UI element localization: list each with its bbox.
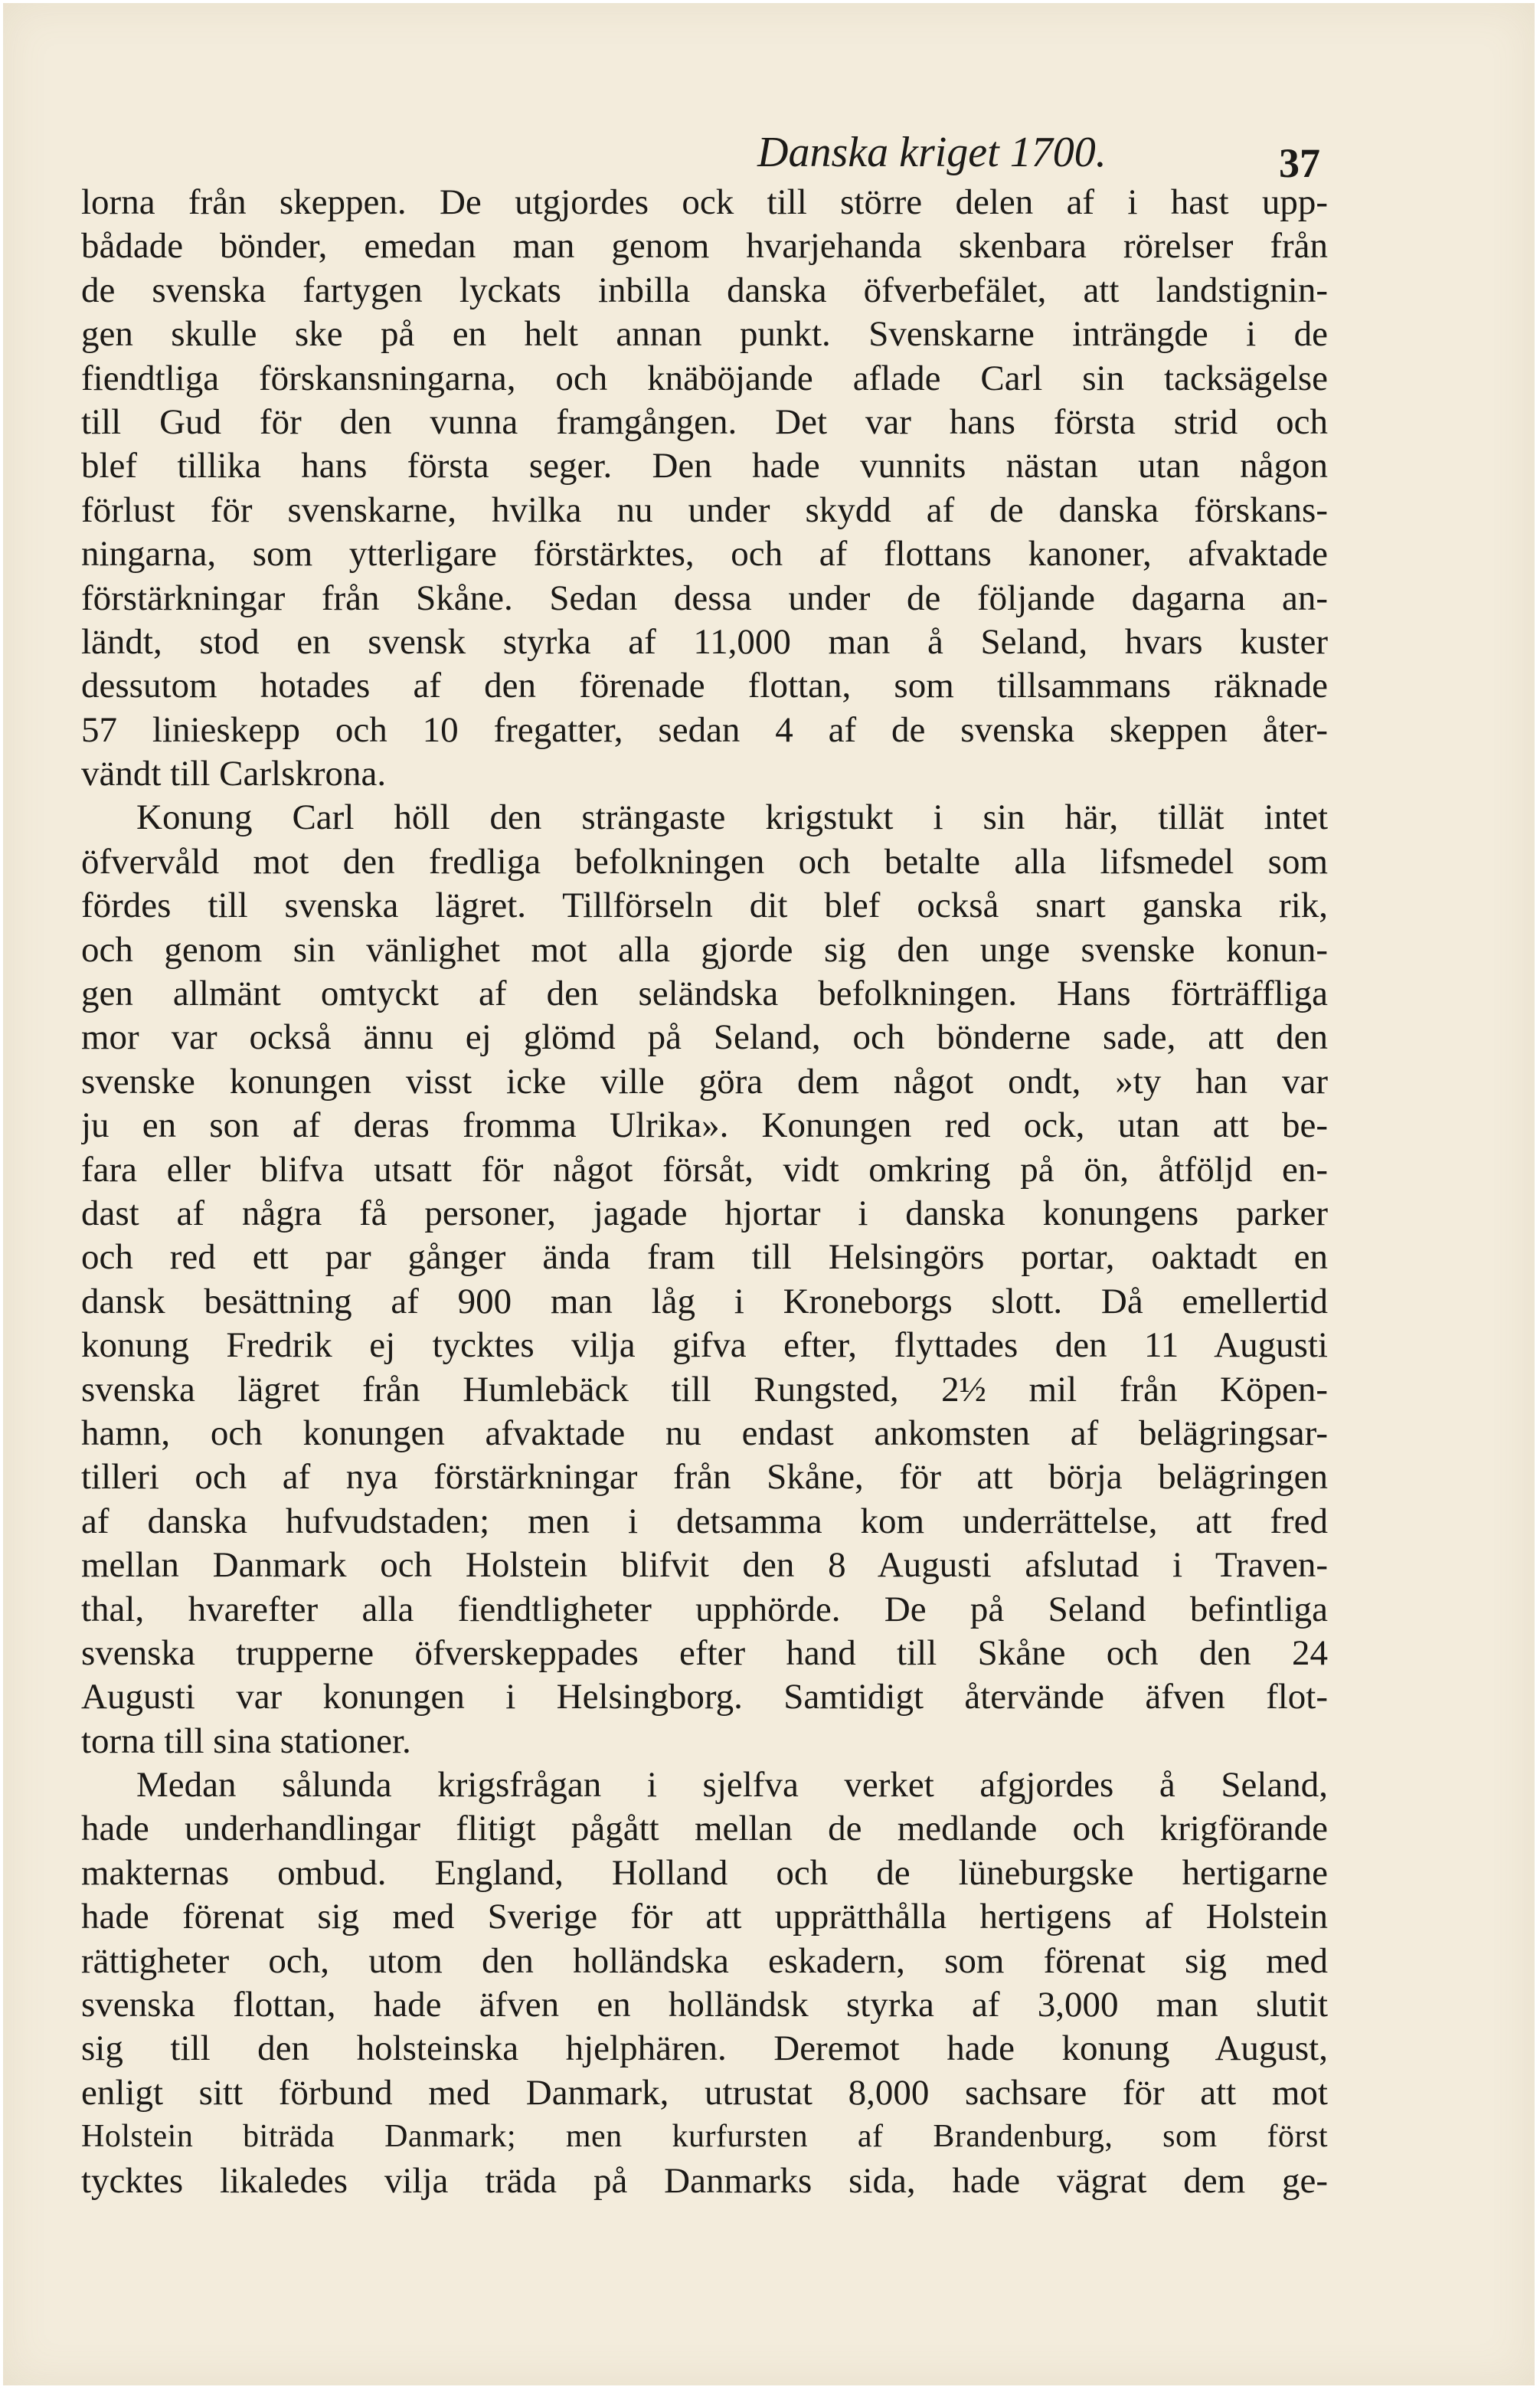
text-line: enligt sitt förbund med Danmark, utrustat 8,000 sachsare för att mot: [81, 2072, 1328, 2113]
text-line: ju en son af deras fromma Ulrika». Konungen red ock, utan att be-: [81, 1105, 1328, 1146]
text-line: svenska flottan, hade äfven en holländsk styrka af 3,000 man slutit: [81, 1985, 1328, 2025]
text-line: af danska hufvudstaden; men i detsamma kom underrättelse, att fred: [81, 1501, 1328, 1541]
text-line: blef tillika hans första seger. Den hade vunnits nästan utan någon: [81, 446, 1328, 486]
text-line: konung Fredrik ej tycktes vilja gifva efter, flyttades den 11 Augusti: [81, 1325, 1328, 1366]
text-line: vändt till Carlskrona.: [81, 754, 387, 794]
text-line: förstärkningar från Skåne. Sedan dessa under de följande dagarna an-: [81, 578, 1328, 618]
text-line: 57 linieskepp och 10 fregatter, sedan 4 af de svenska skeppen åter-: [81, 709, 1328, 750]
text-line: till Gud för den vunna framgången. Det var hans första strid och: [81, 401, 1328, 442]
text-line: hade underhandlingar flitigt pågått mellan de medlande och krigförande: [81, 1809, 1328, 1849]
text-line: dessutom hotades af den förenade flottan, som tillsammans räknade: [81, 666, 1328, 706]
text-line: mor var också ännu ej glömd på Seland, och bönderne sade, att den: [81, 1017, 1328, 1058]
text-line: mellan Danmark och Holstein blifvit den 8 Augusti afslutad i Traven-: [81, 1545, 1328, 1586]
text-line: Holstein biträda Danmark; men kurfursten af Brandenburg, som först: [81, 2119, 1328, 2155]
text-line: och genom sin vänlighet mot alla gjorde sig den unge svenske konun-: [81, 929, 1328, 970]
text-line: hamn, och konungen afvaktade nu endast ankomsten af belägringsar-: [81, 1413, 1328, 1453]
text-line: hade förenat sig med Sverige för att upprätthålla hertigens af Holstein: [81, 1897, 1328, 1937]
text-line: thal, hvarefter alla fiendtligheter upphörde. De på Seland befintliga: [81, 1589, 1328, 1629]
text-line: tilleri och af nya förstärkningar från Skåne, för att börja belägringen: [81, 1457, 1328, 1498]
text-line: fiendtliga förskansningarna, och knäböjande aflade Carl sin tacksägelse: [81, 358, 1328, 398]
text-line: sig till den holsteinska hjelphären. Deremot hade konung August,: [81, 2028, 1328, 2069]
text-line: ländt, stod en svensk styrka af 11,000 man å Seland, hvars kuster: [81, 621, 1328, 662]
text-line: Konung Carl höll den strängaste krigstukt i sin här, tillät intet: [136, 797, 1328, 838]
page-number: 37: [1279, 140, 1320, 186]
text-line: de svenska fartygen lyckats inbilla danska öfverbefälet, att landstignin-: [81, 270, 1328, 310]
text-line: svenska lägret från Humlebäck till Rungsted, 2½ mil från Köpen-: [81, 1369, 1328, 1409]
running-header: [3, 118, 1535, 187]
text-line: Medan sålunda krigsfrågan i sjelfva verket afgjordes å Seland,: [136, 1765, 1328, 1806]
text-line: svenske konungen visst icke ville göra dem något ondt, »ty han var: [81, 1061, 1328, 1102]
text-line: gen allmänt omtyckt af den seländska befolkningen. Hans förträffliga: [81, 974, 1328, 1014]
text-line: Augusti var konungen i Helsingborg. Samtidigt återvände äfven flot-: [81, 1677, 1328, 1717]
text-line: ningarna, som ytterligare förstärktes, och af flottans kanoner, afvaktade: [81, 534, 1328, 575]
book-page: [3, 3, 1535, 2385]
text-line: fara eller blifva utsatt för något försåt, vidt omkring på ön, åtföljd en-: [81, 1149, 1328, 1190]
body-text: [81, 181, 1328, 2295]
text-line: dast af några få personer, jagade hjortar i danska konungens parker: [81, 1193, 1328, 1233]
text-line: tycktes likaledes vilja träda på Danmarks sida, hade vägrat dem ge-: [81, 2160, 1328, 2201]
text-line: och red ett par gånger ända fram till Helsingörs portar, oaktadt en: [81, 1237, 1328, 1278]
running-title: Danska kriget 1700.: [757, 129, 1107, 176]
text-line: förlust för svenskarne, hvilka nu under skydd af de danska förskans-: [81, 489, 1328, 530]
text-line: lorna från skeppen. De utgjordes ock till större delen af i hast upp-: [81, 182, 1328, 222]
text-line: dansk besättning af 900 man låg i Kroneborgs slott. Då emellertid: [81, 1281, 1328, 1321]
text-line: svenska trupperne öfverskeppades efter hand till Skåne och den 24: [81, 1632, 1328, 1673]
text-line: öfvervåld mot den fredliga befolkningen och betalte alla lifsmedel som: [81, 841, 1328, 882]
text-line: bådade bönder, emedan man genom hvarjehanda skenbara rörelser från: [81, 226, 1328, 267]
text-line: rättigheter och, utom den holländska eskadern, som förenat sig med: [81, 1940, 1328, 1981]
text-line: fördes till svenska lägret. Tillförseln dit blef också snart ganska rik,: [81, 886, 1328, 926]
text-line: gen skulle ske på en helt annan punkt. Svenskarne inträngde i de: [81, 314, 1328, 355]
text-line: makternas ombud. England, Holland och de lüneburgske hertigarne: [81, 1852, 1328, 1893]
text-line: torna till sina stationer.: [81, 1720, 411, 1761]
